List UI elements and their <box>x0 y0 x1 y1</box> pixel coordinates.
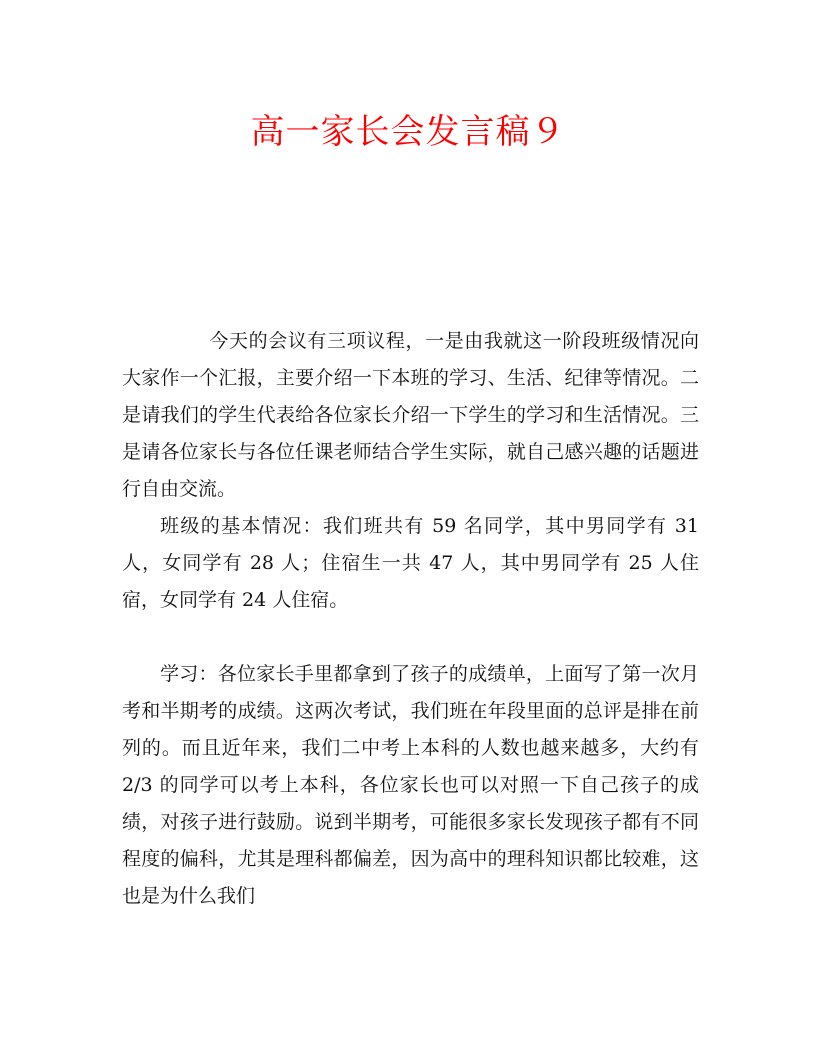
paragraph-agenda: 今天的会议有三项议程，一是由我就这一阶段班级情况向大家作一个汇报，主要介绍一下本班的学习、生活、纪律等情况。二是请我们的学生代表给各位家长介绍一下学生的学习和生活情况。三是请各位家长与各位任课老师结合学生实际，就自己感兴趣的话题进行自由交流。 <box>122 330 699 500</box>
document-body <box>122 323 699 915</box>
paragraph-spacer <box>122 619 699 656</box>
paragraph-class-info: 班级的基本情况：我们班共有 59 名同学，其中男同学有 31 人，女同学有 28 人；住宿生一共 47 人，其中男同学有 25 人住宿，女同学有 24 人住宿。 <box>122 515 699 611</box>
paragraph-study: 学习：各位家长手里都拿到了孩子的成绩单，上面写了第一次月考和半期考的成绩。这两次考试，我们班在年段里面的总评是排在前列的。而且近年来，我们二中考上本科的人数也越来越多，大约有 2/3 的同学可以考上本科，各位家长也可以对照一下自己孩子的成绩，对孩子进行鼓励。说到半期考，可能很多家长发现孩子都有不同程度的偏科，尤其是理科都偏差，因为高中的理科知识都比较难，这也是为什么我们 <box>122 663 699 907</box>
document-title: 高一家长会发言稿９ <box>250 112 566 152</box>
